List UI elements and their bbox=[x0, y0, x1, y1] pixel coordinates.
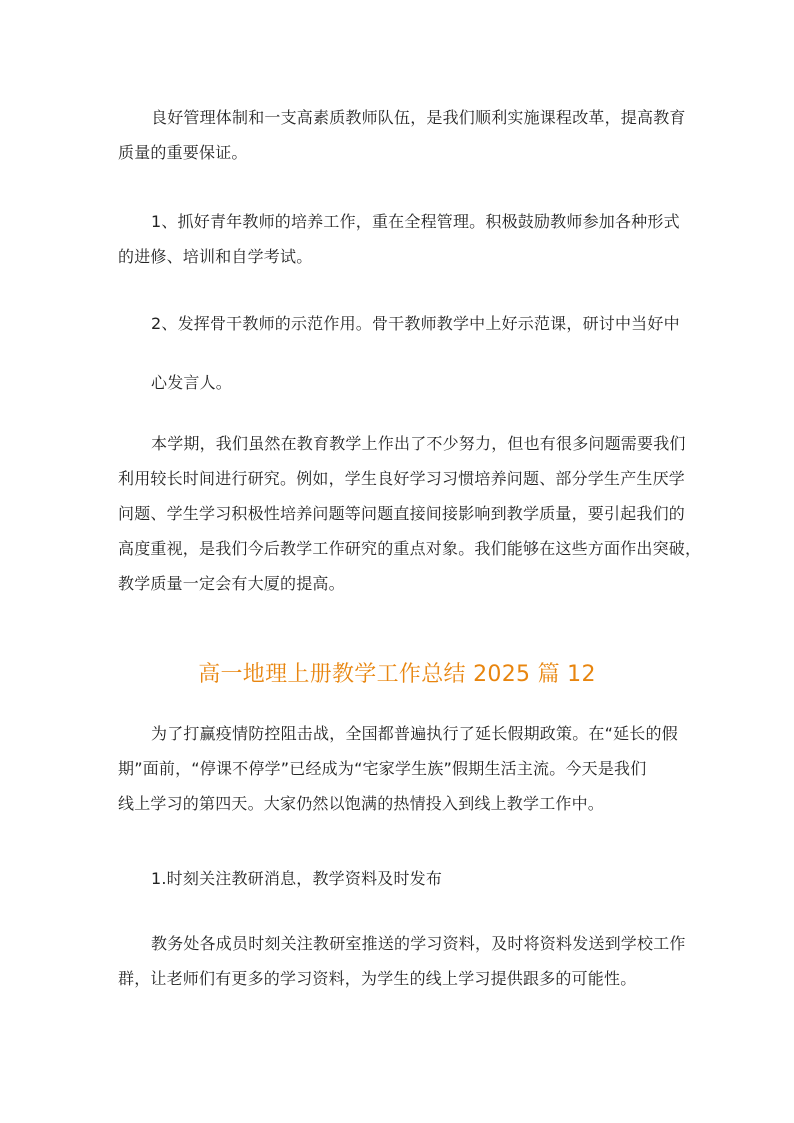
paragraph-item-2-continued bbox=[118, 365, 678, 400]
paragraph-line: 教务处各成员时刻关注教研室推送的学习资料，及时将资料发送到学校工作 bbox=[151, 934, 686, 953]
paragraph-line: 利用较长时间进行研究。例如，学生良好学习习惯培养问题、部分学生产生厌学 bbox=[118, 469, 686, 488]
paragraph-management bbox=[118, 100, 686, 170]
paragraph-line: 1.时刻关注教研消息，教学资料及时发布 bbox=[151, 869, 443, 888]
paragraph-line: 质量的重要保证。 bbox=[118, 143, 248, 162]
section-heading: 高一地理上册教学工作总结 2025 篇 12 bbox=[198, 662, 596, 687]
paragraph-line: 教学质量一定会有大厦的提高。 bbox=[118, 574, 345, 593]
paragraph-subheading bbox=[118, 861, 678, 896]
paragraph-line: 问题、学生学习积极性培养问题等问题直接间接影响到教学质量，要引起我们的 bbox=[118, 504, 686, 523]
paragraph-line: 良好管理体制和一支高素质教师队伍，是我们顺利实施课程改革，提高教育 bbox=[151, 108, 686, 127]
paragraph-line: 期”面前，“停课不停学”已经成为“宅家学生族”假期生活主流。今天是我们 bbox=[118, 759, 647, 778]
paragraph-line: 为了打赢疫情防控阻击战，全国都普遍执行了延长假期政策。在“延长的假 bbox=[151, 724, 678, 743]
paragraph-line: 高度重视，是我们今后教学工作研究的重点对象。我们能够在这些方面作出突破， bbox=[118, 539, 702, 558]
paragraph-line: 1、抓好青年教师的培养工作，重在全程管理。积极鼓励教师参加各种形式 bbox=[151, 212, 680, 231]
paragraph-line: 群，让老师们有更多的学习资料，为学生的线上学习提供跟多的可能性。 bbox=[118, 969, 637, 988]
paragraph-line: 本学期，我们虽然在教育教学上作出了不少努力，但也有很多问题需要我们 bbox=[151, 434, 686, 453]
paragraph-item-2 bbox=[118, 306, 678, 341]
paragraph-line: 线上学习的第四天。大家仍然以饱满的热情投入到线上教学工作中。 bbox=[118, 794, 605, 813]
paragraph-academic-affairs bbox=[118, 926, 686, 996]
paragraph-item-1 bbox=[118, 204, 678, 274]
paragraph-semester bbox=[118, 426, 702, 601]
paragraph-line: 2、发挥骨干教师的示范作用。骨干教师教学中上好示范课，研讨中当好中 bbox=[151, 314, 680, 333]
paragraph-line: 的进修、培训和自学考试。 bbox=[118, 247, 313, 266]
paragraph-epidemic bbox=[118, 716, 678, 821]
paragraph-line: 心发言人。 bbox=[151, 373, 233, 392]
